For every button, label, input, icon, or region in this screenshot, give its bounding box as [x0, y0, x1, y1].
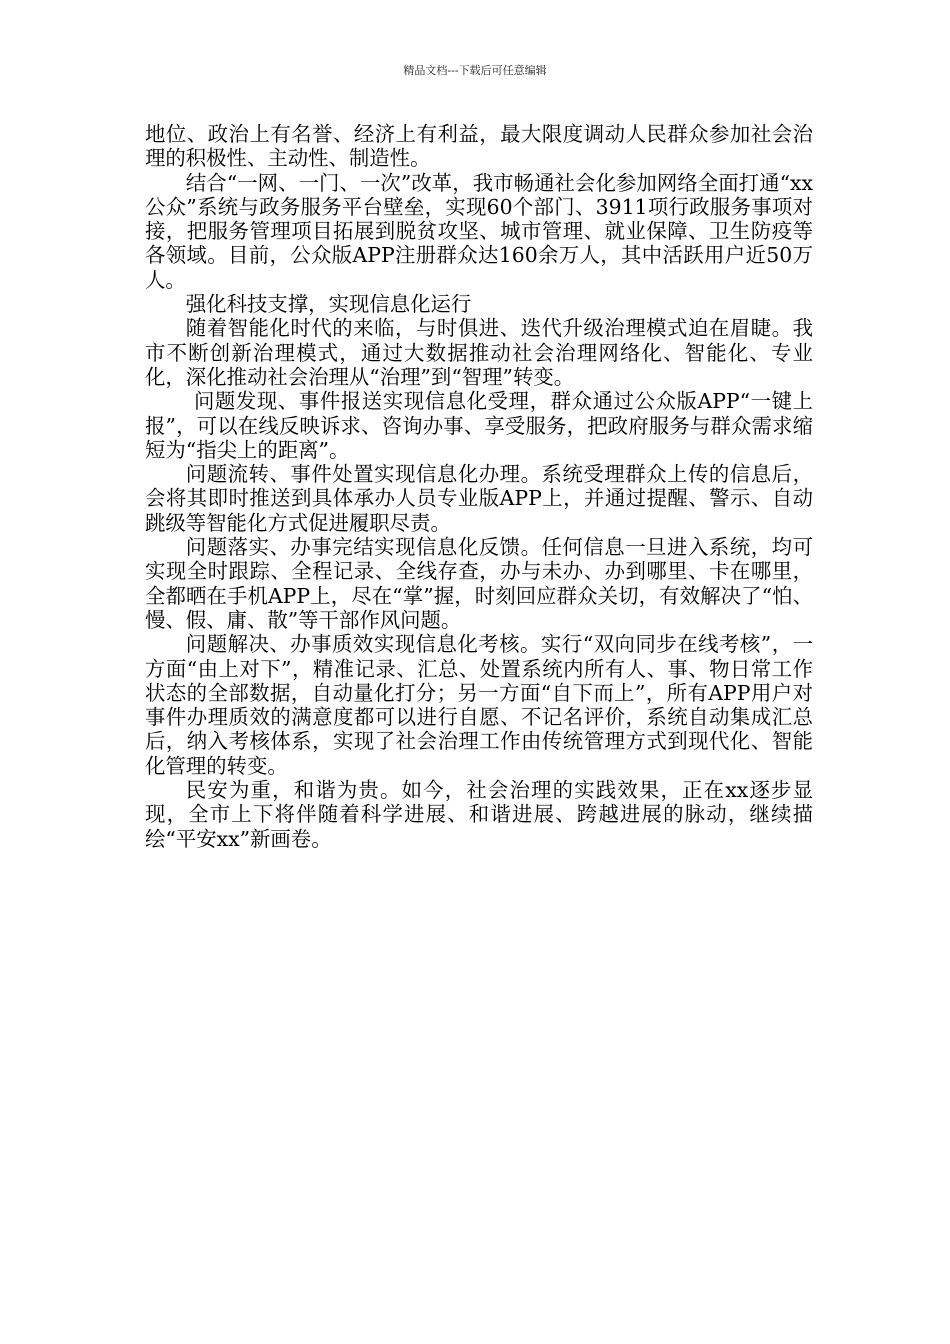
document-body — [145, 122, 813, 851]
section-heading: 强化科技支撑，实现信息化运行 — [185, 292, 472, 317]
paragraph: 随着智能化时代的来临，与时俱进、迭代升级治理模式迫在眉睫。我市不断创新治理模式，通过大数据推动社会治理网络化、智能化、专业化，深化推动社会治理从“治理”到“智理”转变。 — [145, 316, 813, 389]
paragraph: 结合“一网、一门、一次”改革，我市畅通社会化参加网络全面打通“xx公众”系统与政务服务平台壁垒，实现60个部门、3911项行政服务事项对接，把服务管理项目拓展到脱贫攻坚、城市管理、就业保障、卫生防疫等各领域。目前，公众版APP注册群众达160余万人，其中活跃用户近50万人。 — [145, 170, 813, 292]
paragraph: 问题发现、事件报送实现信息化受理，群众通过公众版APP“一键上报”，可以在线反映诉求、咨询办事、享受服务，把政府服务与群众需求缩短为“指尖上的距离”。 — [145, 389, 813, 462]
paragraph: 问题流转、事件处置实现信息化办理。系统受理群众上传的信息后，会将其即时推送到具体承办人员专业版APP上，并通过提醒、警示、自动跳级等智能化方式促进履职尽责。 — [145, 462, 813, 535]
paragraph: 问题解决、办事质效实现信息化考核。实行“双向同步在线考核”，一方面“由上对下”，精准记录、汇总、处置系统内所有人、事、物日常工作状态的全部数据，自动量化打分；另一方面“自下而上”，所有APP用户对事件办理质效的满意度都可以进行自愿、不记名评价，系统自动集成汇总后，纳入考核体系，实现了社会治理工作由传统管理方式到现代化、智能化管理的转变。 — [145, 632, 813, 778]
paragraph: 民安为重，和谐为贵。如今，社会治理的实践效果，正在xx逐步显现，全市上下将伴随着科学进展、和谐进展、跨越进展的脉动，继续描绘“平安xx”新画卷。 — [145, 778, 813, 851]
paragraph: 问题落实、办事完结实现信息化反馈。任何信息一旦进入系统，均可实现全时跟踪、全程记录、全线存查，办与未办、办到哪里、卡在哪里，全都晒在手机APP上，尽在“掌”握，时刻回应群众关切，有效解决了“怕、慢、假、庸、散”等干部作风问题。 — [145, 535, 813, 632]
paragraph: 地位、政治上有名誉、经济上有利益，最大限度调动人民群众参加社会治理的积极性、主动性、制造性。 — [145, 122, 813, 171]
page-header: 精品文档---下载后可任意编辑 — [403, 64, 547, 77]
